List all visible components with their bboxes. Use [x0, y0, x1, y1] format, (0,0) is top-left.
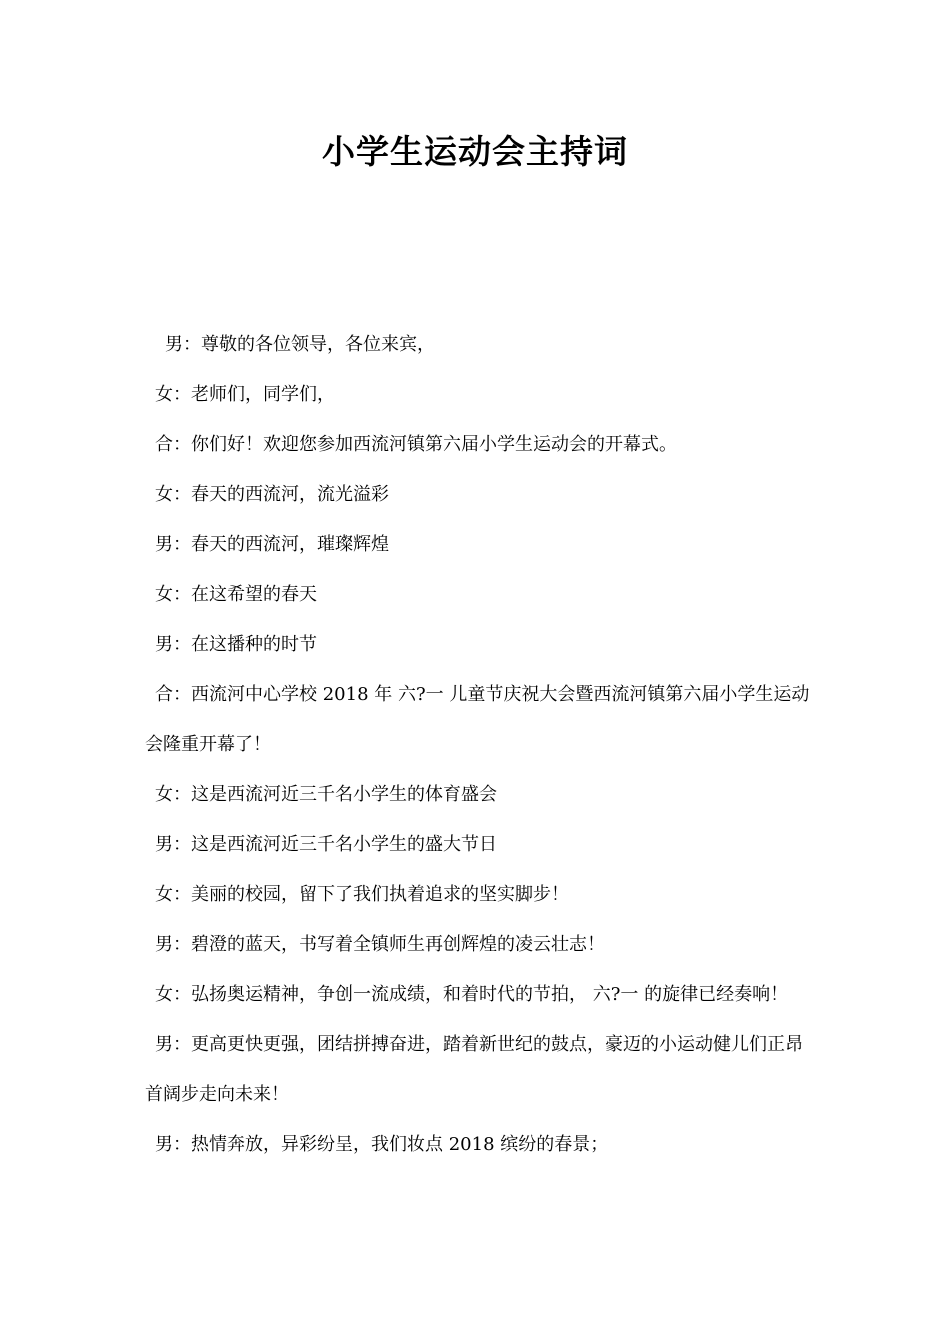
paragraph: 女：美丽的校园，留下了我们执着追求的坚实脚步！ — [155, 884, 569, 905]
paragraph: 女：老师们，同学们， — [155, 384, 335, 405]
paragraph: 男：春天的西流河，璀璨辉煌 — [155, 534, 389, 555]
paragraph: 女：在这希望的春天 — [155, 584, 317, 605]
paragraph: 男：这是西流河近三千名小学生的盛大节日 — [155, 834, 497, 855]
paragraph: 女：弘扬奥运精神，争创一流成绩，和着时代的节拍， 六?一 的旋律已经奏响！ — [155, 984, 789, 1005]
paragraph: 男：更高更快更强，团结拼搏奋进，踏着新世纪的鼓点，豪迈的小运动健儿们正昂首阔步走向未来！ — [145, 1034, 803, 1105]
document-body — [145, 320, 813, 1170]
paragraph: 男：热情奔放，异彩纷呈，我们妆点 2018 缤纷的春景； — [155, 1134, 609, 1155]
paragraph: 合：西流河中心学校 2018 年 六?一 儿童节庆祝大会暨西流河镇第六届小学生运动会隆重开幕了！ — [145, 684, 810, 755]
paragraph: 女：这是西流河近三千名小学生的体育盛会 — [155, 784, 497, 805]
paragraph: 女：春天的西流河，流光溢彩 — [155, 484, 389, 505]
paragraph: 合：你们好！欢迎您参加西流河镇第六届小学生运动会的开幕式。 — [155, 434, 677, 455]
paragraph: 男：碧澄的蓝天，书写着全镇师生再创辉煌的凌云壮志！ — [155, 934, 605, 955]
paragraph: 男：尊敬的各位领导，各位来宾， — [165, 334, 435, 355]
document-title: 小学生运动会主持词 — [322, 132, 628, 171]
paragraph: 男：在这播种的时节 — [155, 634, 317, 655]
